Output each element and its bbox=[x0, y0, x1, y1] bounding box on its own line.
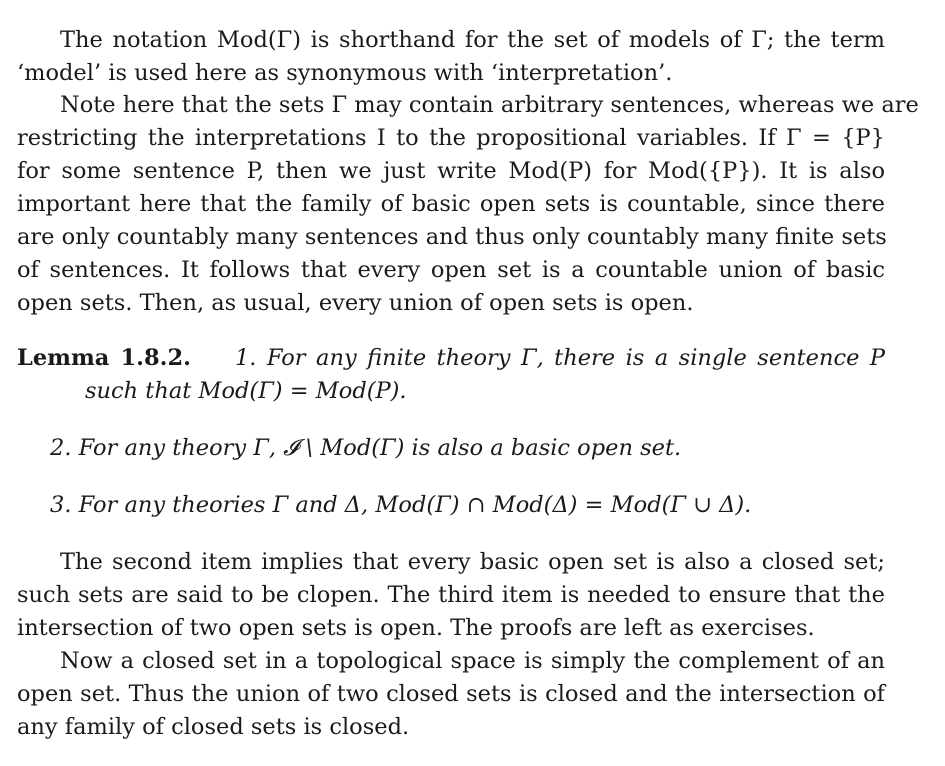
paragraph3-line: The second item implies that every basic open set is also a closed set; bbox=[60, 549, 885, 575]
paragraph4-line: Now a closed set in a topological space is simply the complement of an bbox=[60, 648, 885, 674]
paragraph2-line: open sets. Then, as usual, every union of open sets is open. bbox=[17, 290, 694, 316]
lemma-item-2: 2. For any theory Γ, 𝓘 \ Mod(Γ) is also a basic open set. bbox=[50, 435, 682, 461]
lemma-item-1: 1. For any finite theory Γ, there is a single sentence P bbox=[234, 345, 885, 371]
paragraph1-line: ‘model’ is used here as synonymous with ‘interpretation’. bbox=[17, 60, 673, 86]
lemma-item-1-continued: such that Mod(Γ) = Mod(P). bbox=[85, 378, 407, 404]
paragraph2-line: restricting the interpretations I to the propositional variables. If Γ = {P} bbox=[17, 125, 885, 151]
paragraph2-line: for some sentence P, then we just write Mod(P) for Mod({P}). It is also bbox=[17, 158, 885, 184]
paragraph2-line: Note here that the sets Γ may contain arbitrary sentences, whereas we are bbox=[60, 92, 919, 118]
paragraph4-line: open set. Thus the union of two closed sets is closed and the intersection of bbox=[17, 681, 885, 707]
paragraph2-line: important here that the family of basic open sets is countable, since there bbox=[17, 191, 885, 217]
paragraph2-line: of sentences. It follows that every open set is a countable union of basic bbox=[17, 257, 885, 283]
lemma-item-3: 3. For any theories Γ and Δ, Mod(Γ) ∩ Mod(Δ) = Mod(Γ ∪ Δ). bbox=[50, 492, 752, 518]
paragraph3-line: such sets are said to be clopen. The third item is needed to ensure that the bbox=[17, 582, 885, 608]
paragraph3-line: intersection of two open sets is open. The proofs are left as exercises. bbox=[17, 615, 815, 641]
paragraph4-line: any family of closed sets is closed. bbox=[17, 714, 410, 740]
lemma-first-line bbox=[17, 342, 885, 375]
paragraph1-line: The notation Mod(Γ) is shorthand for the set of models of Γ; the term bbox=[60, 27, 885, 53]
paragraph2-line: are only countably many sentences and thus only countably many finite sets bbox=[17, 224, 887, 250]
lemma-label: Lemma 1.8.2. bbox=[17, 345, 191, 371]
